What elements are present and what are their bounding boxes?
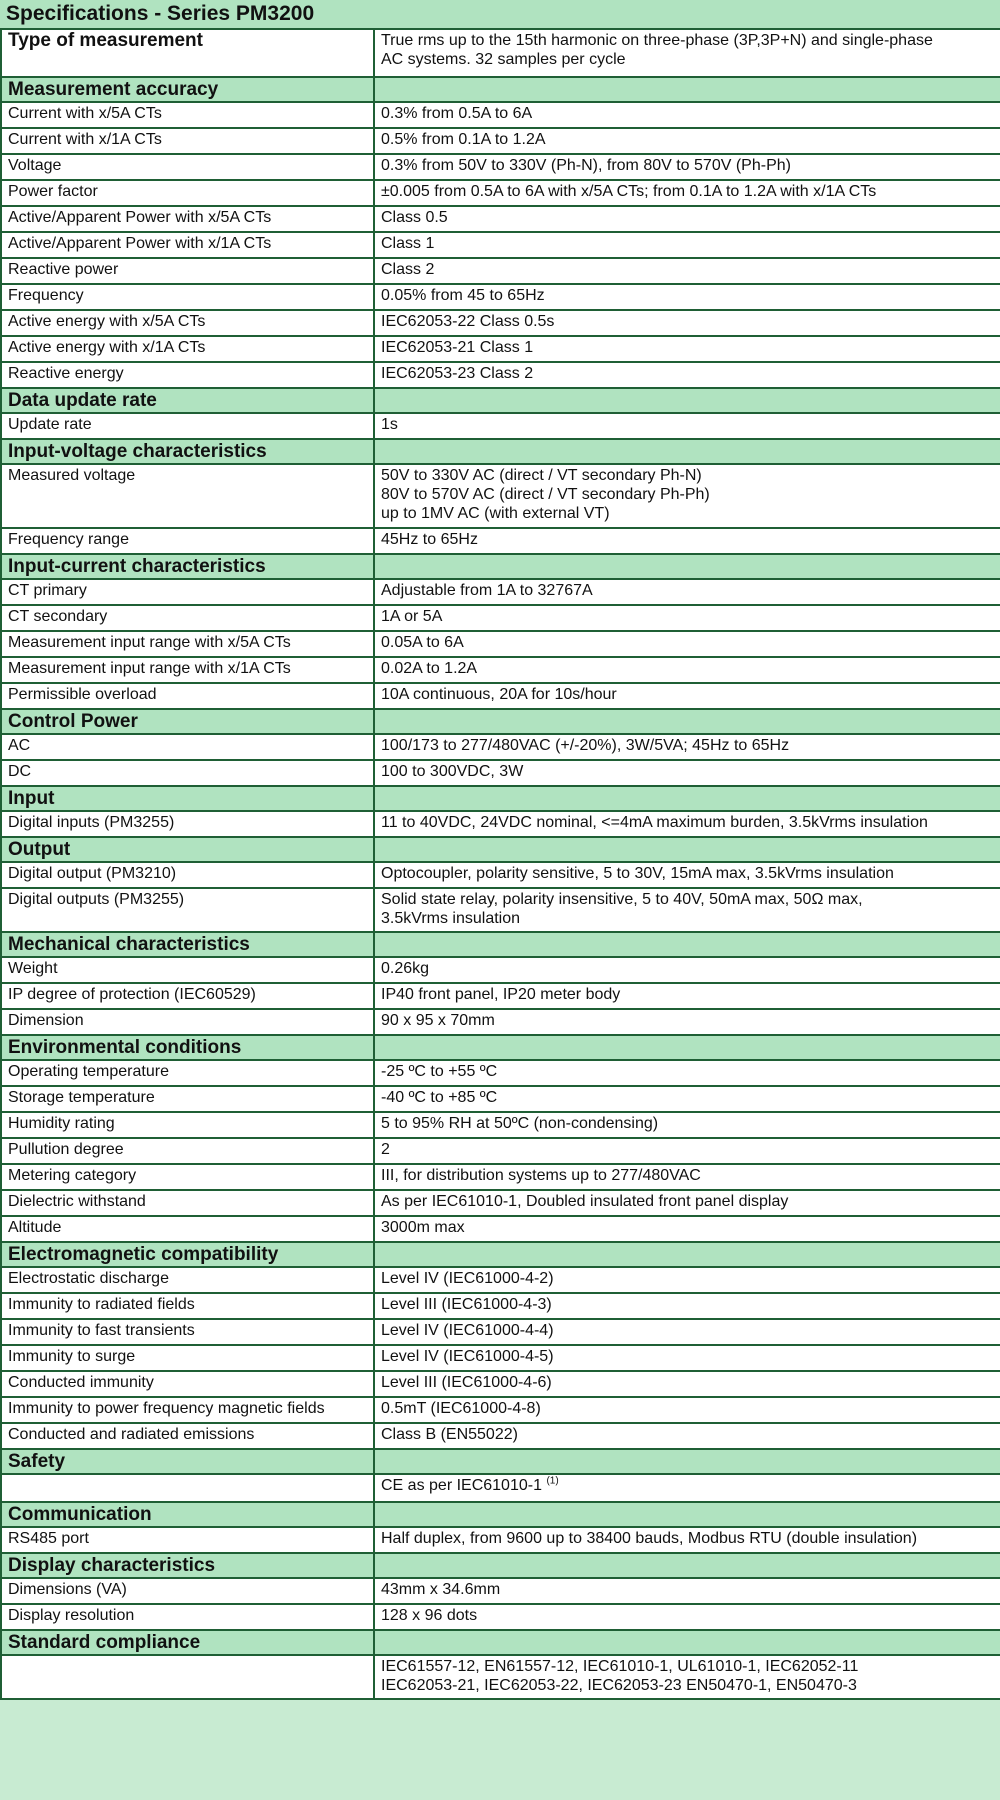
spec-row — [1, 1293, 1000, 1319]
spec-value — [374, 1655, 1000, 1699]
spec-label: Weight — [1, 957, 374, 983]
spec-label: Digital outputs (PM3255) — [1, 888, 374, 932]
spec-row — [1, 1164, 1000, 1190]
spec-value — [374, 102, 1000, 128]
spec-label: Current with x/1A CTs — [1, 128, 374, 154]
spec-row — [1, 1086, 1000, 1112]
spec-label: Digital inputs (PM3255) — [1, 811, 374, 837]
spec-value — [374, 683, 1000, 709]
spec-value — [374, 1060, 1000, 1086]
spec-value-text: 43mm x 34.6mm — [381, 1581, 501, 1598]
spec-value — [374, 336, 1000, 362]
spec-value-text: -40 ºC to +85 ºC — [381, 1089, 498, 1106]
spec-value — [374, 888, 1000, 932]
spec-label: Display resolution — [1, 1604, 374, 1630]
spec-row — [1, 1216, 1000, 1242]
section-title: Electromagnetic compatibility — [1, 1242, 374, 1267]
spec-row — [1, 1138, 1000, 1164]
spec-row — [1, 1527, 1000, 1553]
spec-value-text: Level III (IEC61000-4-3) — [381, 1296, 552, 1313]
spec-value-text: Level III (IEC61000-4-6) — [381, 1374, 552, 1391]
spec-value — [374, 29, 1000, 77]
spec-value — [374, 579, 1000, 605]
spec-value-text: 0.05% from 45 to 65Hz — [381, 287, 545, 304]
spec-value-text: 0.5mT (IEC61000-4-8) — [381, 1400, 541, 1417]
spec-label: Measured voltage — [1, 464, 374, 528]
spec-value — [374, 811, 1000, 837]
spec-value-text: 1s — [381, 416, 398, 433]
spec-value-text: Level IV (IEC61000-4-4) — [381, 1322, 554, 1339]
spec-label: Frequency — [1, 284, 374, 310]
spec-value-text: ±0.005 from 0.5A to 6A with x/5A CTs; from 0.1A to 1.2A with x/1A CTs — [381, 183, 877, 200]
spec-value — [374, 1474, 1000, 1502]
spec-row — [1, 1397, 1000, 1423]
section-blank-cell — [374, 786, 1000, 811]
spec-value-text: CE as per IEC61010-1 — [381, 1477, 542, 1494]
spec-value-text: 45Hz to 65Hz — [381, 531, 478, 548]
section-title: Input-voltage characteristics — [1, 439, 374, 464]
spec-row — [1, 1267, 1000, 1293]
spec-value-text: Optocoupler, polarity sensitive, 5 to 30V, 15mA max, 3.5kVrms insulation — [381, 865, 894, 882]
spec-row — [1, 1319, 1000, 1345]
spec-value — [374, 258, 1000, 284]
spec-row — [1, 683, 1000, 709]
spec-row — [1, 1578, 1000, 1604]
spec-label: AC — [1, 734, 374, 760]
spec-label: Current with x/5A CTs — [1, 102, 374, 128]
spec-label: Metering category — [1, 1164, 374, 1190]
spec-value — [374, 631, 1000, 657]
section-blank-cell — [374, 1242, 1000, 1267]
spec-value — [374, 1423, 1000, 1449]
spec-label: Reactive energy — [1, 362, 374, 388]
section-title: Input — [1, 786, 374, 811]
section-title: Display characteristics — [1, 1553, 374, 1578]
section-header-row — [1, 786, 1000, 811]
spec-value — [374, 1216, 1000, 1242]
section-header-row — [1, 1035, 1000, 1060]
spec-row — [1, 957, 1000, 983]
spec-value — [374, 1086, 1000, 1112]
spec-row — [1, 983, 1000, 1009]
section-title: Standard compliance — [1, 1630, 374, 1655]
spec-value — [374, 232, 1000, 258]
spec-table — [0, 28, 1000, 1700]
spec-value-text: Class 2 — [381, 261, 435, 278]
section-header-row — [1, 1502, 1000, 1527]
spec-label: Frequency range — [1, 528, 374, 554]
spec-value — [374, 605, 1000, 631]
section-header-row — [1, 932, 1000, 957]
spec-value-text: Level IV (IEC61000-4-5) — [381, 1348, 554, 1365]
spec-value — [374, 128, 1000, 154]
spec-value — [374, 734, 1000, 760]
section-title: Mechanical characteristics — [1, 932, 374, 957]
spec-value-text: 0.5% from 0.1A to 1.2A — [381, 131, 546, 148]
spec-row — [1, 310, 1000, 336]
spec-label: Update rate — [1, 413, 374, 439]
spec-label: Active/Apparent Power with x/1A CTs — [1, 232, 374, 258]
spec-row — [1, 1655, 1000, 1699]
spec-row — [1, 1474, 1000, 1502]
spec-label: Digital output (PM3210) — [1, 862, 374, 888]
spec-value — [374, 154, 1000, 180]
section-header-row — [1, 1553, 1000, 1578]
section-blank-cell — [374, 1630, 1000, 1655]
section-title: Input-current characteristics — [1, 554, 374, 579]
spec-row — [1, 605, 1000, 631]
spec-row — [1, 862, 1000, 888]
spec-value-text: 100/173 to 277/480VAC (+/-20%), 3W/5VA; 45Hz to 65Hz — [381, 737, 790, 754]
spec-value-text: 3000m max — [381, 1219, 465, 1236]
spec-value-text: 100 to 300VDC, 3W — [381, 763, 524, 780]
spec-value-text: III, for distribution systems up to 277/480VAC — [381, 1167, 701, 1184]
spec-row — [1, 1604, 1000, 1630]
section-blank-cell — [374, 77, 1000, 102]
spec-row — [1, 579, 1000, 605]
section-blank-cell — [374, 388, 1000, 413]
spec-label: Immunity to surge — [1, 1345, 374, 1371]
spec-value-text: 2 — [381, 1141, 390, 1158]
spec-value — [374, 1578, 1000, 1604]
spec-value-text: IEC62053-22 Class 0.5s — [381, 313, 555, 330]
spec-value — [374, 310, 1000, 336]
spec-label: Pullution degree — [1, 1138, 374, 1164]
section-header-row — [1, 1449, 1000, 1474]
spec-row — [1, 180, 1000, 206]
spec-row — [1, 1371, 1000, 1397]
section-blank-cell — [374, 1502, 1000, 1527]
spec-value-text: 1A or 5A — [381, 608, 443, 625]
spec-value-text: 0.26kg — [381, 960, 430, 977]
section-header-row — [1, 1630, 1000, 1655]
spec-label: Reactive power — [1, 258, 374, 284]
spec-value — [374, 1345, 1000, 1371]
spec-value — [374, 983, 1000, 1009]
section-title: Control Power — [1, 709, 374, 734]
spec-label: Immunity to fast transients — [1, 1319, 374, 1345]
spec-row — [1, 1009, 1000, 1035]
spec-value — [374, 1164, 1000, 1190]
spec-row — [1, 102, 1000, 128]
spec-row — [1, 206, 1000, 232]
section-blank-cell — [374, 1553, 1000, 1578]
spec-value-text: True rms up to the 15th harmonic on three-phase (3P,3P+N) and single-phase AC systems. 32 samples per cycle — [381, 32, 933, 68]
spec-value — [374, 657, 1000, 683]
spec-row — [1, 631, 1000, 657]
spec-row — [1, 1060, 1000, 1086]
spec-value-text: IP40 front panel, IP20 meter body — [381, 986, 621, 1003]
section-title: Measurement accuracy — [1, 77, 374, 102]
section-blank-cell — [374, 439, 1000, 464]
spec-row — [1, 1345, 1000, 1371]
spec-label: Electrostatic discharge — [1, 1267, 374, 1293]
section-header-row — [1, 1242, 1000, 1267]
spec-value-text: 0.3% from 50V to 330V (Ph-N), from 80V to 570V (Ph-Ph) — [381, 157, 791, 174]
spec-value — [374, 1319, 1000, 1345]
spec-label: Humidity rating — [1, 1112, 374, 1138]
spec-value-text: 5 to 95% RH at 50ºC (non-condensing) — [381, 1115, 659, 1132]
spec-row — [1, 464, 1000, 528]
section-title: Output — [1, 837, 374, 862]
spec-value-text: -25 ºC to +55 ºC — [381, 1063, 498, 1080]
spec-label: Immunity to power frequency magnetic fields — [1, 1397, 374, 1423]
spec-value — [374, 1138, 1000, 1164]
spec-value — [374, 1371, 1000, 1397]
spec-label: CT secondary — [1, 605, 374, 631]
spec-value-text: 128 x 96 dots — [381, 1607, 478, 1624]
spec-value — [374, 528, 1000, 554]
spec-value — [374, 180, 1000, 206]
spec-label: Measurement input range with x/1A CTs — [1, 657, 374, 683]
section-title: Environmental conditions — [1, 1035, 374, 1060]
spec-value-text: IEC61557-12, EN61557-12, IEC61010-1, UL61010-1, IEC62052-11 IEC62053-21, IEC62053-22, IEC62053-23 EN50470-1, EN50470-3 — [381, 1658, 859, 1694]
section-blank-cell — [374, 932, 1000, 957]
spec-value-text: 0.05A to 6A — [381, 634, 464, 651]
spec-row — [1, 1112, 1000, 1138]
spec-label — [1, 1655, 374, 1699]
section-blank-cell — [374, 709, 1000, 734]
spec-value-text: Class 0.5 — [381, 209, 448, 226]
footnote-ref: (1) — [546, 1475, 559, 1487]
spec-value-text: Solid state relay, polarity insensitive, 5 to 40V, 50mA max, 50Ω max, 3.5kVrms insulation — [381, 891, 863, 927]
spec-row — [1, 128, 1000, 154]
spec-value-text: As per IEC61010-1, Doubled insulated front panel display — [381, 1193, 789, 1210]
section-title: Data update rate — [1, 388, 374, 413]
spec-value — [374, 862, 1000, 888]
spec-label: Voltage — [1, 154, 374, 180]
spec-value — [374, 206, 1000, 232]
spec-value-text: Half duplex, from 9600 up to 38400 bauds, Modbus RTU (double insulation) — [381, 1530, 918, 1547]
spec-value-text: 11 to 40VDC, 24VDC nominal, <=4mA maximum burden, 3.5kVrms insulation — [381, 814, 928, 831]
spec-label: Power factor — [1, 180, 374, 206]
spec-value-text: 90 x 95 x 70mm — [381, 1012, 495, 1029]
section-header-row — [1, 709, 1000, 734]
spec-table-body — [1, 29, 1000, 1699]
spec-value — [374, 1267, 1000, 1293]
spec-value — [374, 957, 1000, 983]
spec-row — [1, 336, 1000, 362]
spec-row — [1, 888, 1000, 932]
spec-value — [374, 1604, 1000, 1630]
spec-row — [1, 811, 1000, 837]
spec-label: Permissible overload — [1, 683, 374, 709]
spec-label: IP degree of protection (IEC60529) — [1, 983, 374, 1009]
spec-label: DC — [1, 760, 374, 786]
spec-row — [1, 284, 1000, 310]
spec-value — [374, 1112, 1000, 1138]
spec-value — [374, 1293, 1000, 1319]
spec-label: Active energy with x/1A CTs — [1, 336, 374, 362]
spec-value — [374, 1397, 1000, 1423]
spec-label: Altitude — [1, 1216, 374, 1242]
spec-label: Storage temperature — [1, 1086, 374, 1112]
section-header-row — [1, 554, 1000, 579]
section-blank-cell — [374, 554, 1000, 579]
spec-value-text: 50V to 330V AC (direct / VT secondary Ph-N) 80V to 570V AC (direct / VT secondary Ph-Ph) up to 1MV AC (with external VT) — [381, 467, 710, 522]
spec-row — [1, 760, 1000, 786]
spec-label: Dimension — [1, 1009, 374, 1035]
section-title: Safety — [1, 1449, 374, 1474]
spec-label: Type of measurement — [1, 29, 374, 77]
spec-label: Immunity to radiated fields — [1, 1293, 374, 1319]
section-blank-cell — [374, 837, 1000, 862]
spec-row — [1, 1423, 1000, 1449]
spec-value — [374, 1527, 1000, 1553]
spec-row — [1, 734, 1000, 760]
spec-label: Active/Apparent Power with x/5A CTs — [1, 206, 374, 232]
spec-label — [1, 1474, 374, 1502]
spec-row — [1, 232, 1000, 258]
spec-value — [374, 760, 1000, 786]
spec-value-text: 10A continuous, 20A for 10s/hour — [381, 686, 617, 703]
spec-value — [374, 362, 1000, 388]
spec-label: Measurement input range with x/5A CTs — [1, 631, 374, 657]
section-header-row — [1, 439, 1000, 464]
spec-value-text: 0.02A to 1.2A — [381, 660, 478, 677]
spec-row — [1, 528, 1000, 554]
spec-row — [1, 413, 1000, 439]
spec-label: Active energy with x/5A CTs — [1, 310, 374, 336]
section-blank-cell — [374, 1449, 1000, 1474]
spec-value — [374, 1190, 1000, 1216]
spec-label: Conducted immunity — [1, 1371, 374, 1397]
spec-row — [1, 1190, 1000, 1216]
spec-label: Conducted and radiated emissions — [1, 1423, 374, 1449]
spec-value — [374, 1009, 1000, 1035]
section-header-row — [1, 77, 1000, 102]
spec-row — [1, 258, 1000, 284]
spec-value-text: IEC62053-23 Class 2 — [381, 365, 534, 382]
spec-value-text: Adjustable from 1A to 32767A — [381, 582, 593, 599]
spec-row — [1, 657, 1000, 683]
spec-label: Operating temperature — [1, 1060, 374, 1086]
spec-label: Dimensions (VA) — [1, 1578, 374, 1604]
spec-label: Dielectric withstand — [1, 1190, 374, 1216]
section-title: Communication — [1, 1502, 374, 1527]
spec-value-text: Class 1 — [381, 235, 435, 252]
section-blank-cell — [374, 1035, 1000, 1060]
page-title: Specifications - Series PM3200 — [0, 0, 1000, 28]
spec-label: CT primary — [1, 579, 374, 605]
spec-value-text: Level IV (IEC61000-4-2) — [381, 1270, 554, 1287]
spec-row — [1, 154, 1000, 180]
section-header-row — [1, 837, 1000, 862]
spec-value — [374, 464, 1000, 528]
spec-value — [374, 284, 1000, 310]
section-header-row — [1, 388, 1000, 413]
spec-label: RS485 port — [1, 1527, 374, 1553]
spec-row — [1, 362, 1000, 388]
spec-value — [374, 413, 1000, 439]
spec-value-text: Class B (EN55022) — [381, 1426, 518, 1443]
spec-row — [1, 29, 1000, 77]
spec-value-text: 0.3% from 0.5A to 6A — [381, 105, 533, 122]
spec-value-text: IEC62053-21 Class 1 — [381, 339, 534, 356]
